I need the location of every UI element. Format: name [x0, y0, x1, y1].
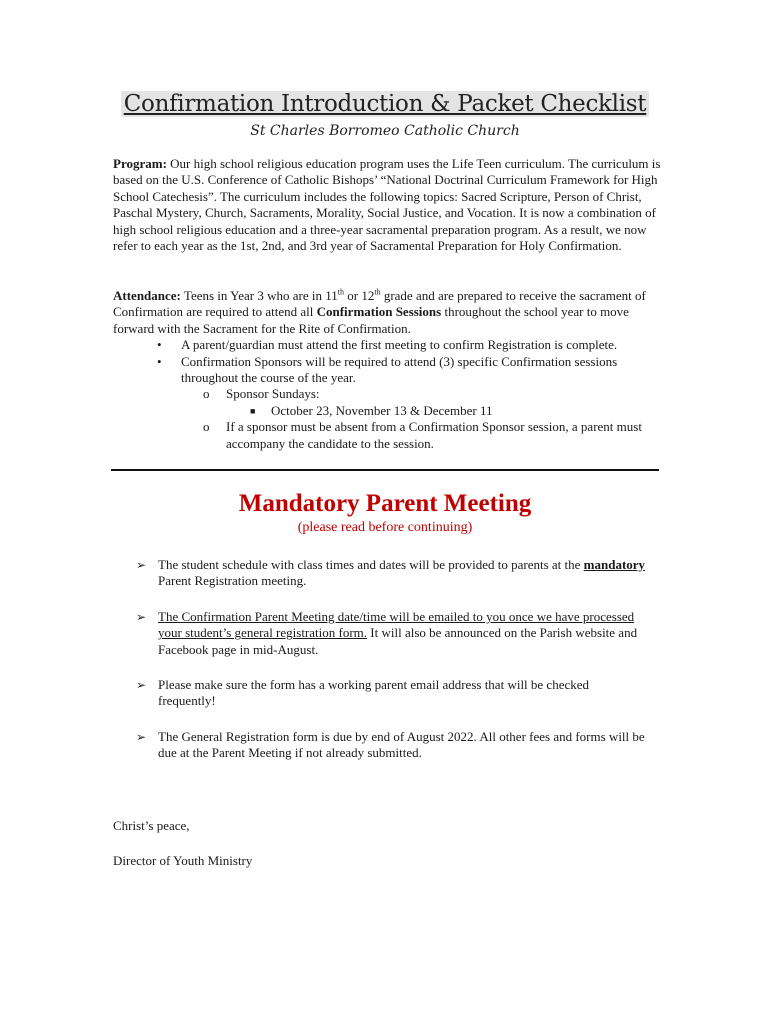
page-title-text: Confirmation Introduction & Packet Checklist — [121, 91, 650, 117]
attendance-paragraph — [113, 288, 661, 337]
sub-list-item-text: Sponsor Sundays: — [226, 386, 320, 402]
square-bullet-icon: ■ — [250, 405, 256, 416]
meeting-item — [136, 677, 648, 710]
meeting-item-text: It will also be announced on the Parish website and Facebook page in mid-August. — [158, 625, 638, 657]
sub-list-item — [113, 386, 661, 402]
confirmation-sessions-bold: Confirmation Sessions — [316, 304, 442, 320]
attendance-text-3: grade and are prepared to receive the sacrament of Confirmation are required to attend all — [113, 288, 646, 320]
list-item-text: A parent/guardian must attend the first meeting to confirm Registration is complete. — [181, 337, 618, 353]
sub-list-item — [113, 419, 661, 452]
arrow-bullet-icon: ➢ — [136, 610, 147, 624]
ordinal-suffix-2: th — [374, 287, 381, 297]
attendance-text-1: Teens in Year 3 who are in 11 — [180, 288, 338, 303]
attendance-section — [113, 288, 661, 452]
attendance-text-4: throughout the school year to move forward with the Sacrament for the Rite of Confirmation. — [113, 304, 629, 336]
list-item — [113, 337, 661, 353]
sub-list-item-text: If a sponsor must be absent from a Confirmation Sponsor session, a parent must accompany the candidate to the session. — [226, 419, 642, 451]
attendance-label: Attendance: — [113, 288, 181, 303]
arrow-bullet-icon: ➢ — [136, 558, 147, 572]
section-divider — [111, 469, 659, 471]
closing-salutation: Christ’s peace, — [113, 818, 190, 833]
arrow-bullet-icon: ➢ — [136, 730, 147, 744]
meeting-heading: Mandatory Parent Meeting — [238, 490, 532, 517]
meeting-item — [136, 729, 648, 762]
program-paragraph — [113, 156, 661, 254]
bullet-icon: • — [157, 337, 162, 353]
meeting-item — [136, 557, 648, 590]
meeting-item-underlined-text: The Confirmation Parent Meeting date/time will be emailed to you once we have processed your student’s general registration form. — [158, 609, 635, 641]
mandatory-emphasis: mandatory — [583, 557, 646, 572]
bullet-icon: • — [157, 353, 162, 369]
sponsor-dates: October 23, November 13 & December 11 — [271, 402, 493, 418]
circle-bullet-icon: o — [203, 386, 210, 402]
church-name: St Charles Borromeo Catholic Church — [250, 123, 520, 139]
meeting-subheading: (please read before continuing) — [297, 520, 473, 535]
circle-bullet-icon: o — [203, 419, 210, 435]
program-text: Our high school religious education program uses the Life Teen curriculum. The curriculum is based on the U.S. Conference of Catholic Bishops’ “National Doctrinal Curriculum Framework for High School Catechesis”. The curriculum includes the following topics: Sacred Scripture, Person of Christ, Paschal Mystery, Church, Sacraments, Morality, Social Justice, and Vocation. It is now a combination of high school religious education and a three-year sacramental preparation program. As a result, we now refer to each year as the 1st, 2nd, and 3rd year of Sacramental Preparation for Holy Confirmation. — [113, 156, 661, 254]
attendance-text-2: or 12 — [344, 288, 375, 303]
page-title — [0, 91, 770, 117]
program-label: Program: — [113, 156, 167, 171]
attendance-list — [113, 337, 661, 452]
meeting-item — [136, 609, 648, 658]
meeting-item-text: The student schedule with class times and dates will be provided to parents at the — [158, 557, 584, 572]
signature-title: Director of Youth Ministry — [113, 853, 253, 868]
meeting-item-text: Please make sure the form has a working parent email address that will be checked frequently! — [158, 677, 590, 709]
arrow-bullet-icon: ➢ — [136, 678, 147, 692]
sub-sub-list-item — [113, 403, 661, 419]
meeting-item-text: The General Registration form is due by end of August 2022. All other fees and forms will be due at the Parent Meeting if not already submitted. — [158, 729, 645, 761]
list-item — [113, 354, 661, 387]
ordinal-suffix-1: th — [337, 287, 344, 297]
meeting-item-text: Parent Registration meeting. — [158, 573, 307, 589]
list-item-text: Confirmation Sponsors will be required to attend (3) specific Confirmation sessions throughout the course of the year. — [181, 353, 618, 386]
